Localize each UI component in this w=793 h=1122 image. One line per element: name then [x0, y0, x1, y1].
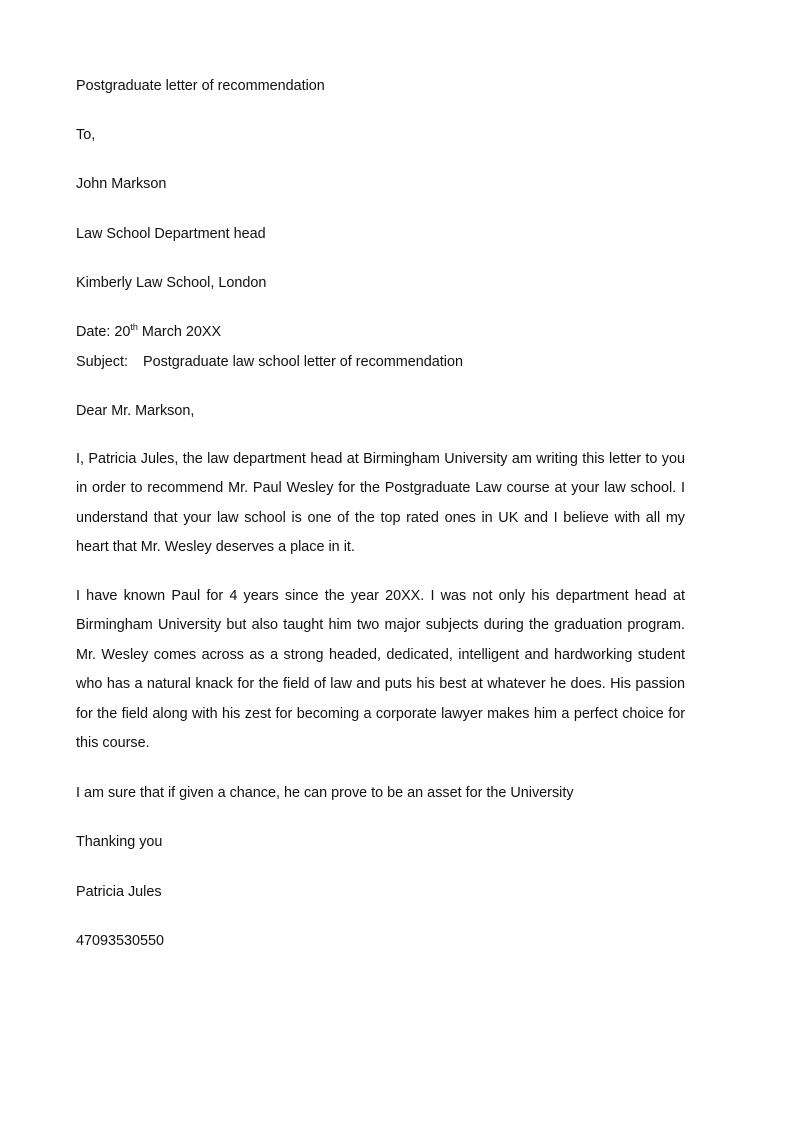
recipient-name: John Markson — [76, 176, 167, 192]
date-line — [76, 323, 221, 341]
date-rest: March 20XX — [137, 324, 222, 340]
recipient-institution: Kimberly Law School, London — [76, 275, 267, 291]
body-paragraph-3: I am sure that if given a chance, he can prove to be an asset for the University — [76, 785, 574, 801]
recipient-position: Law School Department head — [76, 226, 266, 242]
closing: Thanking you — [76, 834, 163, 850]
letter-title: Postgraduate letter of recommendation — [76, 78, 325, 94]
subject-line — [76, 353, 463, 371]
date-ordinal-superscript: th — [130, 322, 138, 333]
body-paragraph-2: I have known Paul for 4 years since the year 20XX. I was not only his department head at Birmingham University but also taught him two major subjects during the graduation program. Mr. Wesley comes across as a strong headed, dedicated, intelligent and hardworking student who has a natural knack for the field of law and puts his best at whatever he does. His passion for the field along with his zest for becoming a corporate lawyer makes him a perfect choice for this course. — [76, 588, 685, 752]
phone-number: 47093530550 — [76, 933, 165, 949]
to-line: To, — [76, 127, 96, 143]
salutation: Dear Mr. Markson, — [76, 403, 195, 419]
date-label: Date: 20 — [76, 324, 131, 340]
subject-text: Postgraduate law school letter of recommendation — [143, 354, 463, 370]
signature-name: Patricia Jules — [76, 884, 162, 900]
subject-label: Subject: — [76, 354, 128, 370]
body-paragraph-1: I, Patricia Jules, the law department head at Birmingham University am writing this letter to you in order to recommend Mr. Paul Wesley for the Postgraduate Law course at your law school. I understand that your law school is one of the top rated ones in UK and I believe with all my heart that Mr. Wesley deserves a place in it. — [76, 451, 685, 556]
